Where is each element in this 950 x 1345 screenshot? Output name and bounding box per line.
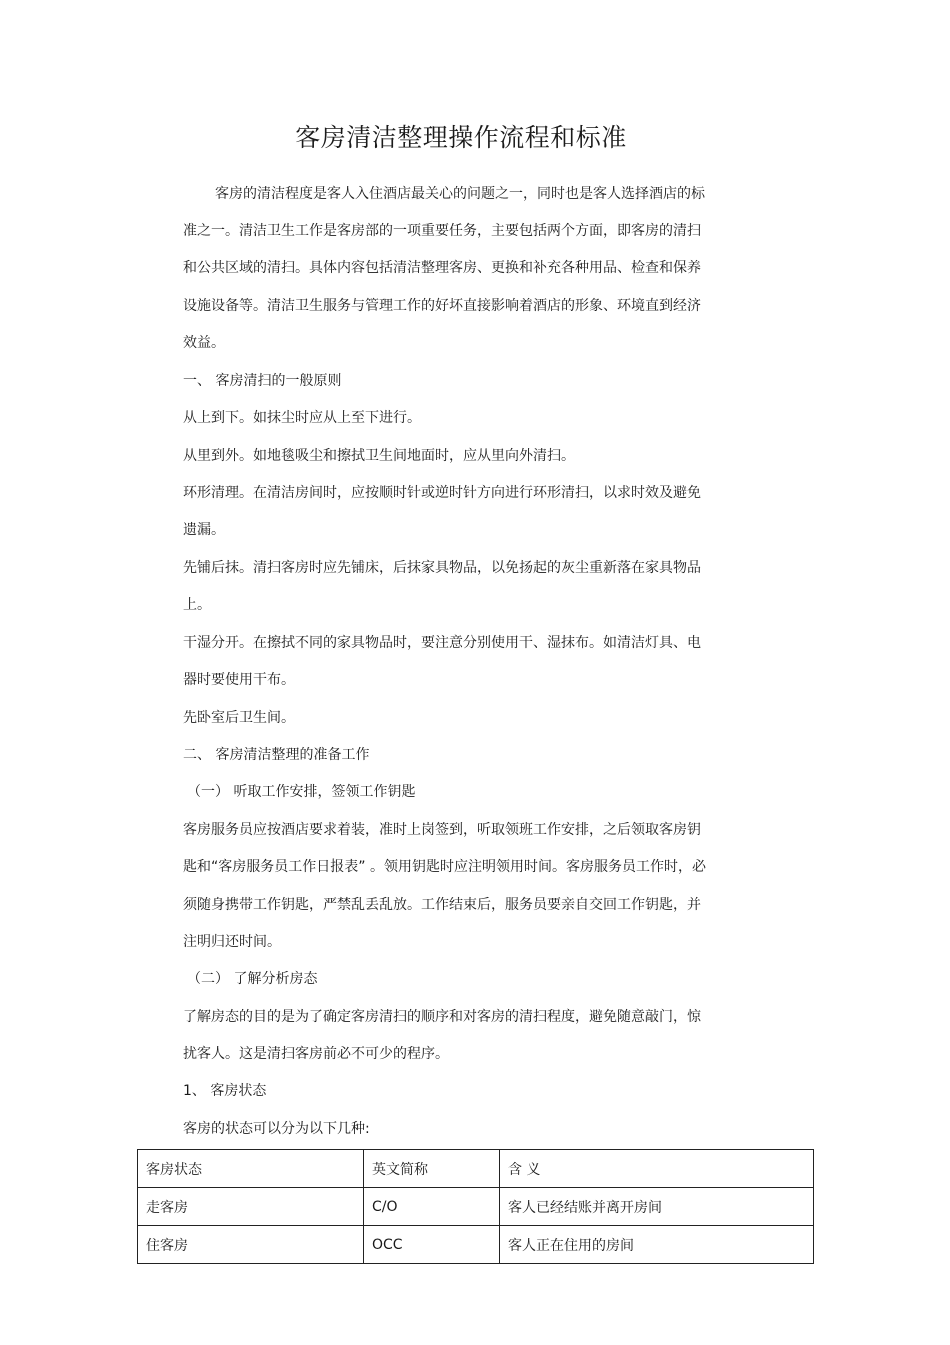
intro-line: 准之一。清洁卫生工作是客房部的一项重要任务，主要包括两个方面，即客房的清扫 [183, 223, 701, 239]
paragraph-line: 客房服务员应按酒店要求着装，准时上岗签到，听取领班工作安排，之后领取客房钥 [183, 822, 701, 838]
section-heading: 二、 客房清洁整理的准备工作 [183, 747, 370, 763]
intro-line: 和公共区域的清扫。具体内容包括清洁整理客房、更换和补充各种用品、检查和保养 [183, 260, 701, 276]
principle-line: 从里到外。如地毯吸尘和擦拭卫生间地面时，应从里向外清扫。 [183, 448, 575, 464]
principle-line: 器时要使用干布。 [183, 672, 295, 688]
table-intro: 客房的状态可以分为以下几种: [183, 1121, 370, 1137]
table-header-cell: 含 义 [500, 1150, 814, 1188]
table-cell: C/O [364, 1188, 500, 1226]
table-cell: 客人已经结账并离开房间 [500, 1188, 814, 1226]
table-cell: OCC [364, 1226, 500, 1264]
document-title: 客房清洁整理操作流程和标准 [295, 123, 627, 152]
table-cell: 走客房 [138, 1188, 364, 1226]
principle-line: 从上到下。如抹尘时应从上至下进行。 [183, 410, 421, 426]
paragraph-line: 注明归还时间。 [183, 934, 281, 950]
table-cell: 客人正在住用的房间 [500, 1226, 814, 1264]
principle-line: 上。 [183, 597, 211, 613]
paragraph-line: 须随身携带工作钥匙，严禁乱丢乱放。工作结束后，服务员要亲自交回工作钥匙，并 [183, 897, 701, 913]
paragraph-line: 了解房态的目的是为了确定客房清扫的顺序和对客房的清扫程度，避免随意敲门，惊 [183, 1009, 701, 1025]
principle-line: 先铺后抹。清扫客房时应先铺床，后抹家具物品，以免扬起的灰尘重新落在家具物品 [183, 560, 701, 576]
principle-line: 遗漏。 [183, 522, 225, 538]
table-header-row [138, 1150, 814, 1188]
table-header-cell: 英文简称 [364, 1150, 500, 1188]
table-row [138, 1226, 814, 1264]
item-heading: 1、 客房状态 [183, 1083, 267, 1099]
principle-line: 干湿分开。在擦拭不同的家具物品时，要注意分别使用干、湿抹布。如清洁灯具、电 [183, 635, 701, 651]
section-heading: 一、 客房清扫的一般原则 [183, 373, 342, 389]
principle-line: 先卧室后卫生间。 [183, 710, 295, 726]
intro-line: 效益。 [183, 335, 225, 351]
table-header-cell: 客房状态 [138, 1150, 364, 1188]
table-row [138, 1188, 814, 1226]
room-status-table [137, 1149, 814, 1264]
subsection-heading: （一） 听取工作安排，签领工作钥匙 [187, 784, 416, 800]
principle-line: 环形清理。在清洁房间时，应按顺时针或逆时针方向进行环形清扫，以求时效及避免 [183, 485, 701, 501]
paragraph-line: 匙和“客房服务员工作日报表” 。领用钥匙时应注明领用时间。客房服务员工作时，必 [183, 859, 706, 875]
table-cell: 住客房 [138, 1226, 364, 1264]
paragraph-line: 扰客人。这是清扫客房前必不可少的程序。 [183, 1046, 449, 1062]
intro-line: 设施设备等。清洁卫生服务与管理工作的好坏直接影响着酒店的形象、环境直到经济 [183, 298, 701, 314]
subsection-heading: （二） 了解分析房态 [187, 971, 318, 987]
intro-line: 客房的清洁程度是客人入住酒店最关心的问题之一，同时也是客人选择酒店的标 [215, 186, 705, 202]
